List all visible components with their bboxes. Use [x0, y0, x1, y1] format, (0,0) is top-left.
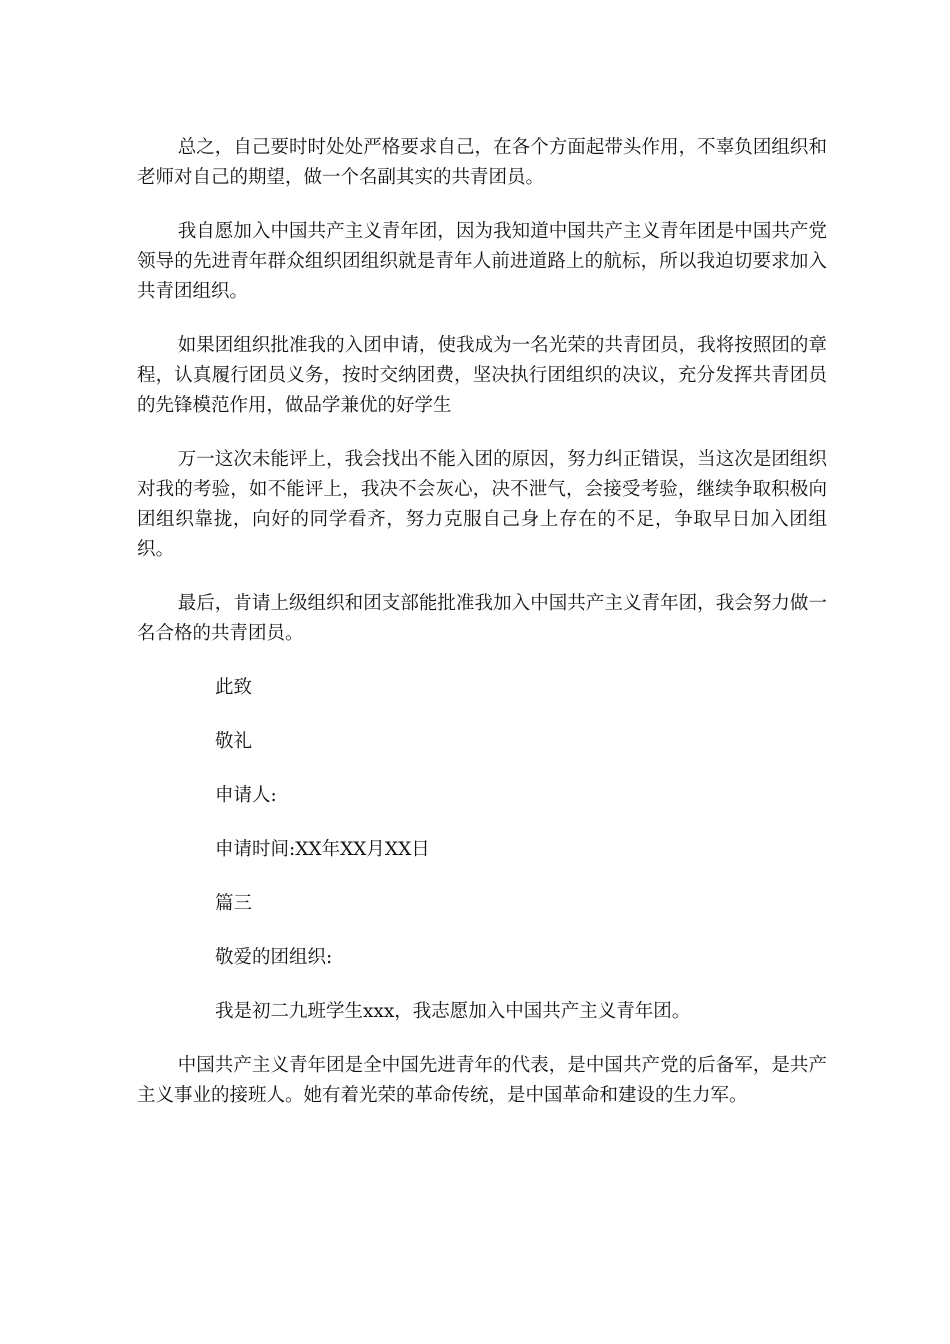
paragraph-final-request: 最后，肯请上级组织和团支部能批准我加入中国共产主义青年团，我会努力做一名合格的共青团员。 — [137, 593, 827, 644]
document-body — [137, 133, 827, 1135]
intro-line: 我是初二九班学生xxx，我志愿加入中国共产主义青年团。 — [215, 1001, 691, 1022]
paragraph-summary: 总之，自己要时时处处严格要求自己，在各个方面起带头作用，不辜负团组织和老师对自己的期望，做一个名副其实的共青团员。 — [137, 137, 827, 188]
greeting-line: 敬爱的团组织: — [215, 947, 333, 968]
salute-line: 敬礼 — [215, 731, 253, 752]
paragraph-voluntary: 我自愿加入中国共产主义青年团，因为我知道中国共产主义青年团是中国共产党领导的先进青年群众组织团组织就是青年人前进道路上的航标，所以我迫切要求加入共青团组织。 — [137, 221, 827, 302]
date-line: 申请时间:XX年XX月XX日 — [215, 839, 430, 860]
closing-line: 此致 — [215, 677, 253, 698]
section-title: 篇三 — [215, 893, 253, 914]
applicant-line: 申请人: — [215, 785, 277, 806]
paragraph-cyl-description: 中国共产主义青年团是全中国先进青年的代表，是中国共产党的后备军，是共产主义事业的接班人。她有着光荣的革命传统，是中国革命和建设的生力军。 — [137, 1055, 827, 1106]
paragraph-commitment: 如果团组织批准我的入团申请，使我成为一名光荣的共青团员，我将按照团的章程，认真履行团员义务，按时交纳团费，坚决执行团组织的决议，充分发挥共青团员的先锋模范作用，做品学兼优的好学生 — [137, 335, 827, 416]
paragraph-if-rejected: 万一这次未能评上，我会找出不能入团的原因，努力纠正错误，当这次是团组织对我的考验，如不能评上，我决不会灰心，决不泄气，会接受考验，继续争取积极向团组织靠拢，向好的同学看齐，努力克服自己身上存在的不足，争取早日加入团组织。 — [137, 449, 827, 560]
